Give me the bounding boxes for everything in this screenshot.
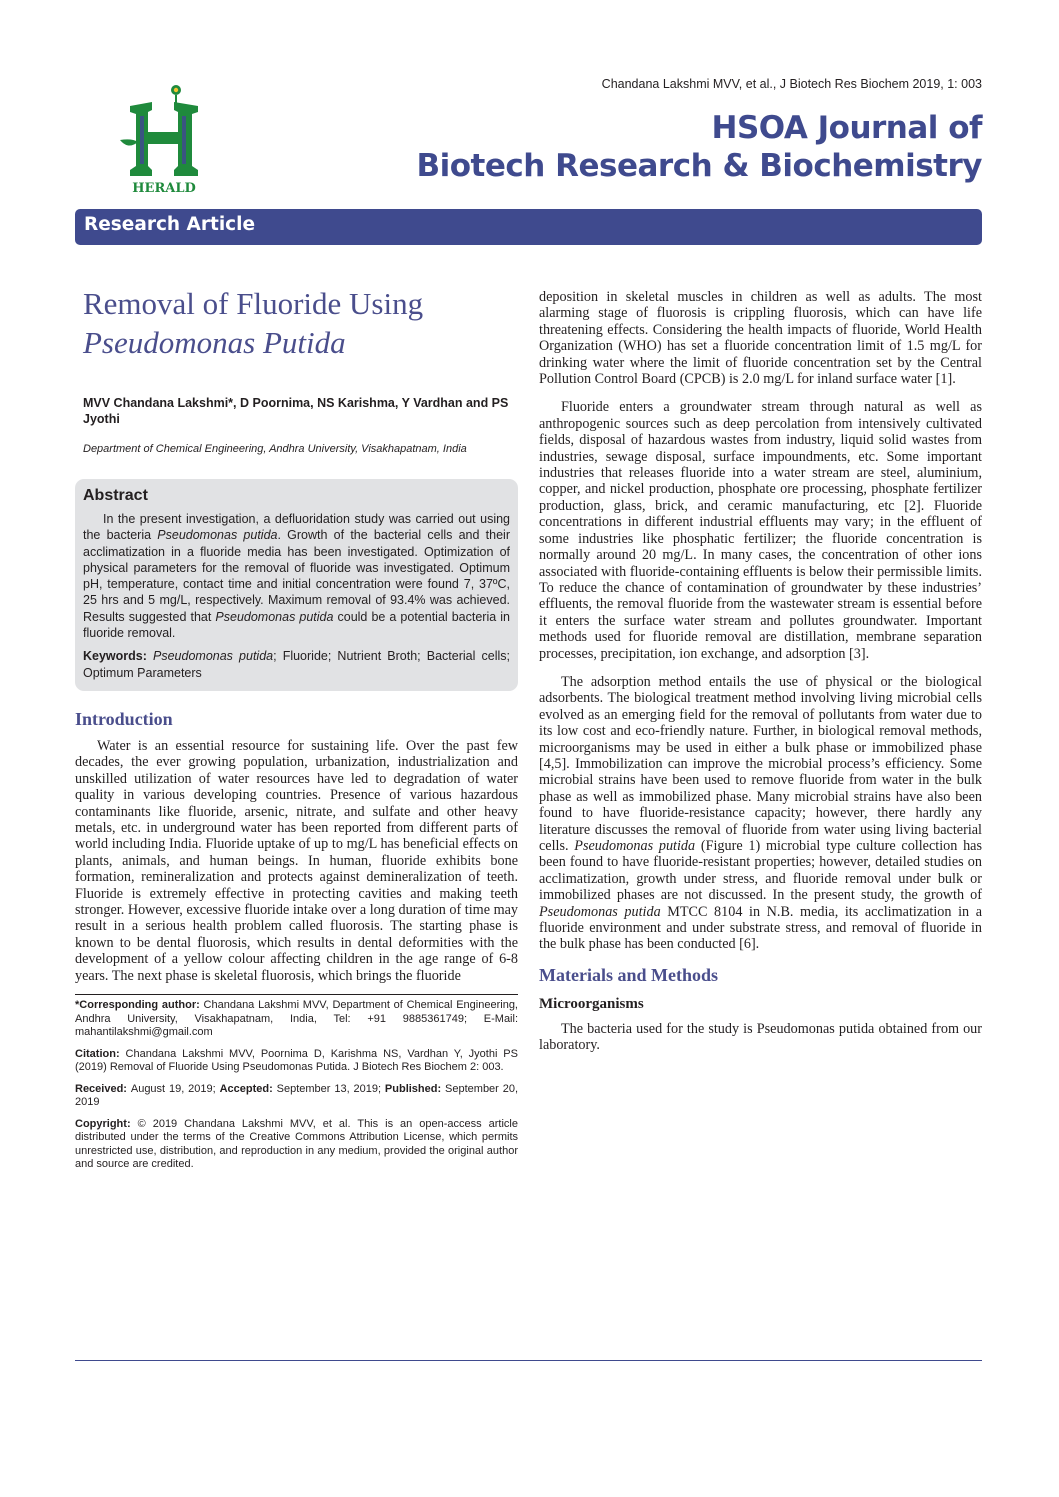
journal-title-line2: Biotech Research & Biochemistry (416, 148, 982, 184)
paragraph-text-part: MTCC 8104 in N.B. media, its acclimatization in a fluoride environment and under substrate stress, and removal of fluoride in the bulk phase has been conducted [6]. (539, 903, 982, 953)
right-column (539, 289, 982, 1054)
herald-logo (118, 80, 210, 195)
abstract-text (83, 511, 510, 641)
citation-note (75, 1048, 518, 1075)
abstract-species-name: Pseudomonas putida (215, 609, 334, 624)
copyright-text: © 2019 Chandana Lakshmi MVV, et al. This is an open-access article distributed under the terms of the Creative Commons Attribution License, which permits unrestricted use, distribution, and reproduction in any medium, provided the original author and source are credited. (75, 1117, 518, 1171)
introduction-paragraph: Fluoride enters a groundwater stream through natural as well as anthropogenic sources such as deep percolation from intensively cultivated fields, disposal of hazardous wastes from industry, liquid solid wastes from industries, sewage disposal, surface impoundments, etc. Some important industries that releases fluoride into a water stream are steel, aluminium, copper, and nickel production, phosphate ore processing, phosphate fertilizer production, glass, brick, and ceramic manufacturing, etc [2]. Fluoride concentrations in different industrial effluents may vary; in the effluent of some industries like phosphatic fertilizer; the fluoride concentration is normally around 20 mg/L. In many cases, the concentration of other ions associated with fluoride-containing effluents is below their permissible limits. To reduce the chance of contamination of groundwater by these industries’ effluents, the removal fluoride from the wastewater stream is essential before it enters the surface water stream and pollutes groundwater. Important methods used for fluoride removal are distillation, membrane separation processes, precipitation, ion exchange, and adsorption [3]. (539, 399, 982, 662)
received-date: August 19, 2019; (130, 1082, 220, 1095)
keywords-list: ; Fluoride; Nutrient Broth; Bacterial cells; Optimum Parameters (83, 649, 510, 680)
keywords-label: Keywords: (83, 649, 154, 664)
accepted-label: Accepted: (219, 1082, 277, 1095)
published-date: September 20, 2019 (75, 1082, 519, 1109)
received-label: Received: (75, 1082, 131, 1095)
introduction-paragraph (539, 674, 982, 953)
published-label: Published: (384, 1082, 446, 1095)
materials-paragraph: The bacteria used for the study is Pseudomonas putida obtained from our laboratory. (539, 1020, 982, 1054)
corresponding-author-text: Chandana Lakshmi MVV, Department of Chemical Engineering, Andhra University, Visakhapatnam, India, Tel: +91 9885361749; E-Mail: mahantilakshmi@gmail.com (75, 999, 518, 1039)
journal-title (340, 109, 982, 185)
left-column (75, 284, 518, 1180)
citation-text: Chandana Lakshmi MVV, Poornima D, Karishma NS, Vardhan Y, Jyothi PS (2019) Removal of Fluoride Using Pseudomonas Putida. J Biotech Res Biochem 2: 003. (75, 1047, 518, 1074)
abstract-heading: Abstract (83, 487, 148, 504)
introduction-heading: Introduction (75, 708, 173, 729)
abstract-species-name: Pseudomonas putida (157, 528, 278, 543)
copyright-label: Copyright: (75, 1117, 138, 1130)
keywords-species: Pseudomonas putida (153, 649, 274, 664)
corresponding-author-note (75, 999, 518, 1040)
paragraph-text-part: The adsorption method entails the use of physical or the biological adsorbents. The biological treatment method involving living microbial cells evolved as an emerging field for the removal of pollutants from water due to its low cost and eco-friendly nature. Further, in biological removal methods, microorganisms may be used in either a bulk phase or immobilized phase [4,5]. Immobilization can improve the microbial process’s efficiency. Some microbial strains have been used to remove fluoride from water in the bulk phase as well as immobilized phase. Many microbial strains have also been found to have fluoride-resistance capacity; however, there hardly any literature discusses the removal of fluoride from water using living bacterial cells. (539, 673, 982, 854)
accepted-date: September 13, 2019; (276, 1082, 385, 1095)
corresponding-author-label: *Corresponding author: (75, 999, 204, 1012)
affiliation: Department of Chemical Engineering, Andhra University, Visakhapatnam, India (83, 443, 467, 455)
paragraph-text-part: (Figure 1) microbial type culture collection has been found to have fluoride-resistant properties; however, detailed studies on acclimatization, growth under stress, and fluoride removal under bulk or immobilized phases are not discussed. In the present study, the growth of (539, 838, 982, 904)
abstract-box (75, 479, 518, 691)
article-title-line1: Removal of Fluoride Using (83, 286, 424, 321)
introduction-paragraph-continued: deposition in skeletal muscles in children as well as adults. The most alarming stage of fluorosis is crippling fluorosis, which can have life threatening effects. Considering the health impacts of fluoride, World Health Organization (WHO) has set a fluoride concentration limit of 1.5 mg/L for drinking water where the limit of fluoride concentration set by the Central Pollution Control Board (CPCB) is 2.0 mg/L for inland surface water [1]. (539, 289, 982, 388)
keywords (83, 648, 510, 681)
species-name: Pseudomonas putida (574, 838, 696, 854)
microorganisms-subheading: Microorganisms (539, 995, 644, 1012)
bottom-rule (75, 1360, 982, 1361)
article-title-line2: Pseudomonas Putida (83, 325, 346, 360)
author-list: MVV Chandana Lakshmi*, D Poornima, NS Karishma, Y Vardhan and PS Jyothi (83, 396, 509, 426)
introduction-paragraph: Water is an essential resource for sustaining life. Over the past few decades, the ever growing population, urbanization, industrialization and unskilled utilization of water resources have led to degradation of water quality in various developing countries. Presence of various hazardous contaminants like fluoride, arsenic, nitrate, and sulfate and other heavy metals, etc. in underground water has been reported from different parts of world including India. Fluoride uptake of up to mg/L has beneficial effects on plants, animals, and human beings. In human, fluoride exhibits bone formation, remineralization and protects against demineralization of teeth. Fluoride is extremely effective in protecting cavities and making teeth stronger. However, excessive fluoride intake over a long duration of time may result in a serious health problem called fluorosis. The starting phase is known to be dental fluorosis, which results in dental deformities with the development of a yellow colour affecting children in the age range of 6-8 years. The next phase is skeletal fluorosis, which brings the fluoride (75, 737, 518, 984)
abstract-text-part: could be a potential bacteria in fluoride removal. (83, 609, 510, 641)
article-type-label: Research Article (84, 214, 256, 235)
journal-title-line1: HSOA Journal of (711, 110, 982, 146)
abstract-text-part: . Growth of the bacterial cells and their acclimatization in a fluoride media has been investigated. Optimization of physical parameters for the removal of fluoride was investigated. Optimum pH, temperature, contact time and initial concentration were found 7, 37ºC, 25 hrs and 5 mg/L, respectively. Maximum removal of 93.4% was achieved. Results suggested that (83, 528, 510, 624)
citation-label: Citation: (75, 1047, 126, 1060)
species-name: Pseudomonas putida (539, 903, 661, 920)
logo-text: HERALD (132, 181, 196, 195)
copyright-note (75, 1118, 518, 1172)
footnotes (75, 994, 518, 1172)
header-citation: Chandana Lakshmi MVV, et al., J Biotech Res Biochem 2019, 1: 003 (601, 77, 982, 91)
article-type-band (75, 209, 982, 245)
article-title (83, 284, 518, 362)
dates-note (75, 1083, 518, 1110)
herald-h-logo-icon (118, 80, 210, 195)
abstract-text-part: In the present investigation, a defluoridation study was carried out using the bacteria (83, 512, 510, 543)
materials-heading: Materials and Methods (539, 964, 718, 985)
